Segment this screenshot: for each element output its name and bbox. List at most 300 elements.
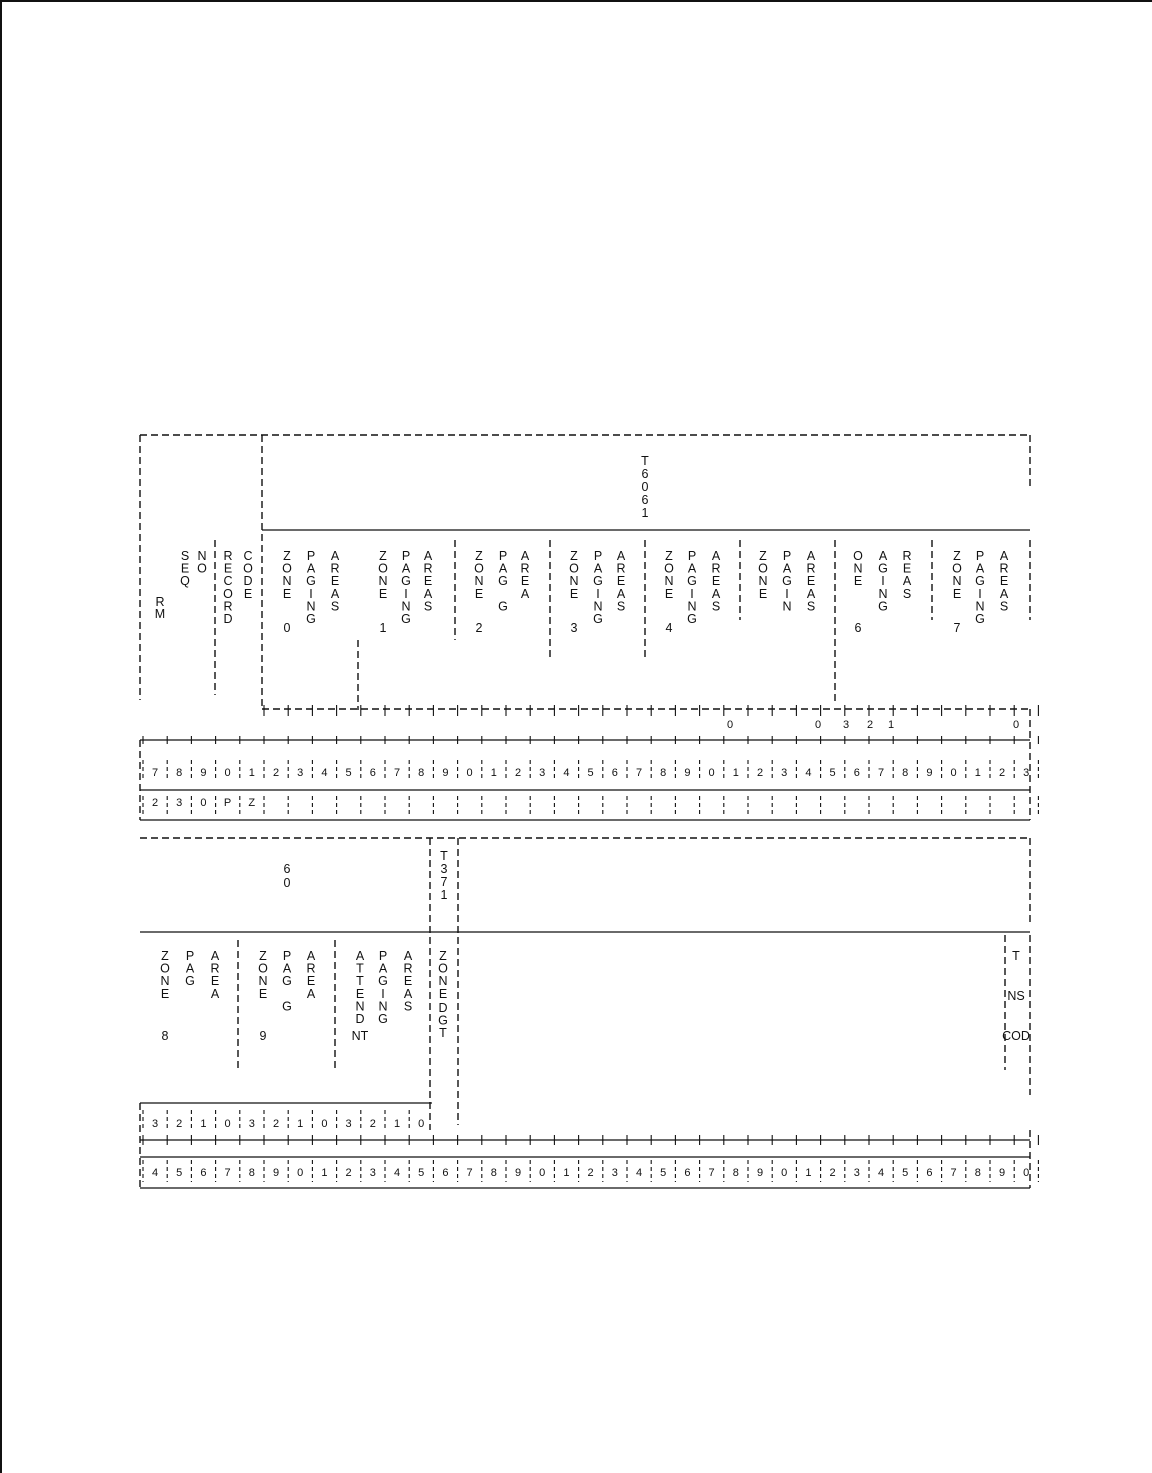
position-number: 0 bbox=[1023, 1167, 1030, 1179]
bottom-form-frame bbox=[140, 838, 1030, 1130]
bit-label: 0 bbox=[418, 1118, 425, 1130]
column-header-z2-zone: Z bbox=[475, 549, 483, 563]
position-number: 3 bbox=[781, 767, 788, 779]
position-number: 6 bbox=[369, 767, 376, 779]
column-header-z9-paging: A bbox=[282, 961, 292, 976]
position-number: 6 bbox=[853, 767, 860, 779]
column-header-z2-paging: P bbox=[498, 549, 508, 563]
column-header-z6-areas: R bbox=[902, 549, 912, 563]
column-header-seq: Q bbox=[180, 574, 190, 589]
column-header-z2-paging: G bbox=[498, 599, 508, 614]
bottom-mid-code-char: 3 bbox=[440, 862, 448, 876]
column-header-z2-areas: A bbox=[520, 549, 530, 563]
position-number: 4 bbox=[563, 767, 570, 779]
bit-label: 0 bbox=[814, 719, 822, 731]
column-header-z5-areas: S bbox=[806, 599, 816, 614]
column-header-attend-zone: N bbox=[355, 999, 365, 1014]
column-header-no: O bbox=[197, 561, 207, 576]
bit-label: 0 bbox=[321, 1118, 328, 1130]
column-header-z7-paging: I bbox=[978, 586, 982, 601]
position-number: 3 bbox=[539, 767, 546, 779]
bit-label: 3 bbox=[151, 1118, 159, 1130]
column-header-z5-paging: I bbox=[785, 586, 789, 601]
record-value: 0 bbox=[200, 797, 207, 809]
column-header-z1-zone: N bbox=[378, 574, 388, 589]
column-header-record: E bbox=[223, 561, 233, 576]
column-header-z7-areas: A bbox=[999, 586, 1009, 601]
column-header-z0-paging: A bbox=[306, 561, 316, 576]
column-header-z5-paging: G bbox=[782, 574, 792, 589]
position-number: 7 bbox=[466, 1167, 473, 1179]
column-header-z5-areas: R bbox=[806, 561, 816, 576]
column-header-z9-areas: A bbox=[306, 986, 316, 1001]
column-header-z1-zone: O bbox=[378, 561, 388, 576]
position-number: 1 bbox=[248, 767, 255, 779]
column-header-z0-areas: E bbox=[330, 574, 340, 589]
bit-label: 0 bbox=[224, 1118, 231, 1130]
column-header-z2-zone: O bbox=[474, 561, 484, 576]
column-header-z7-paging: G bbox=[975, 612, 985, 626]
column-header-z2-paging: A bbox=[498, 561, 508, 576]
top-title-code-char: 6 bbox=[641, 493, 649, 507]
position-number: 2 bbox=[514, 767, 522, 779]
column-header-z3-areas: A bbox=[616, 586, 626, 601]
column-header-z6-zone: O bbox=[853, 549, 863, 563]
bit-label: 3 bbox=[842, 719, 850, 731]
column-header-z8-zone: Z bbox=[161, 949, 169, 963]
column-header-record: R bbox=[223, 599, 233, 614]
column-header-z2-areas: E bbox=[520, 574, 530, 589]
position-number: 5 bbox=[660, 1167, 667, 1179]
column-header-attend-number: NT bbox=[351, 1029, 369, 1043]
record-value: 2 bbox=[151, 797, 159, 809]
position-number: 9 bbox=[442, 767, 449, 779]
column-header-attend-areas: E bbox=[403, 974, 413, 989]
column-header-z7-zone: Z bbox=[953, 549, 961, 563]
top-title-code-char: 6 bbox=[641, 467, 649, 481]
position-number: 9 bbox=[200, 767, 207, 779]
top-title-code-char: T bbox=[641, 454, 649, 468]
position-number: 2 bbox=[345, 1167, 352, 1179]
column-header-z8-paging: P bbox=[185, 949, 195, 963]
column-header-z4-zone: N bbox=[664, 574, 674, 589]
position-number: 9 bbox=[756, 1167, 764, 1179]
column-header-z0-areas: A bbox=[330, 586, 340, 601]
position-number: 3 bbox=[853, 1167, 860, 1179]
column-header-z5-paging: N bbox=[782, 599, 792, 614]
column-header-z3-areas: R bbox=[616, 561, 626, 576]
column-header-tns-ns: NS bbox=[1007, 989, 1025, 1003]
column-header-z4-paging: N bbox=[687, 599, 697, 614]
column-header-z1-areas: A bbox=[423, 549, 433, 563]
column-header-tns-cod: COD bbox=[1002, 1029, 1030, 1043]
column-header-attend-zone: E bbox=[355, 986, 365, 1001]
column-header-z0-paging: G bbox=[306, 574, 316, 589]
column-header-z5-zone: Z bbox=[759, 549, 767, 563]
position-number: 6 bbox=[200, 1167, 207, 1179]
column-header-z3-zone: Z bbox=[570, 549, 578, 563]
column-header-attend-paging: A bbox=[378, 961, 388, 976]
top-column-headers bbox=[155, 549, 1009, 635]
column-header-attend-areas: A bbox=[403, 986, 413, 1001]
column-header-z7-paging: N bbox=[975, 599, 985, 614]
column-header-z9-zone: O bbox=[258, 961, 268, 976]
column-header-z1-paging: P bbox=[401, 549, 411, 563]
column-header-z0-areas: A bbox=[330, 549, 340, 563]
column-header-z4-areas: E bbox=[711, 574, 721, 589]
column-header-zdgt-zone: O bbox=[438, 961, 448, 976]
position-number: 5 bbox=[587, 767, 594, 779]
bit-label: 2 bbox=[176, 1118, 183, 1130]
position-number: 6 bbox=[926, 1167, 933, 1179]
position-number: 5 bbox=[418, 1167, 425, 1179]
position-number: 2 bbox=[272, 767, 280, 779]
column-header-z5-paging: P bbox=[782, 549, 792, 563]
position-number: 3 bbox=[297, 767, 304, 779]
column-header-tns-t: T bbox=[1012, 949, 1020, 963]
column-header-z6-paging: I bbox=[881, 574, 885, 589]
column-header-attend-zone: T bbox=[356, 961, 364, 976]
column-header-z0-areas: R bbox=[330, 561, 340, 576]
column-header-rm: M bbox=[154, 607, 166, 621]
column-header-z6-areas: S bbox=[902, 586, 912, 601]
position-number: 3 bbox=[611, 1167, 618, 1179]
column-header-z8-zone: E bbox=[160, 986, 170, 1001]
bit-label: 2 bbox=[866, 719, 874, 731]
position-number: 8 bbox=[490, 1167, 497, 1179]
column-header-z1-areas: R bbox=[423, 561, 433, 576]
position-number: 9 bbox=[272, 1167, 280, 1179]
column-header-attend-paging: I bbox=[381, 986, 385, 1001]
position-number: 8 bbox=[902, 767, 909, 779]
bit-label: 2 bbox=[369, 1118, 376, 1130]
column-header-z4-paging: G bbox=[687, 574, 697, 589]
column-header-z3-areas: A bbox=[616, 549, 626, 563]
position-number: 1 bbox=[490, 767, 497, 779]
position-number: 5 bbox=[176, 1167, 183, 1179]
column-header-code: C bbox=[243, 549, 253, 563]
column-header-z6-paging: N bbox=[878, 586, 888, 601]
column-header-z4-areas: R bbox=[711, 561, 721, 576]
column-header-attend-zone: D bbox=[355, 1012, 365, 1026]
column-header-z9-zone: Z bbox=[259, 949, 267, 963]
column-header-attend-paging: G bbox=[378, 1012, 388, 1026]
column-header-z4-areas: A bbox=[711, 549, 721, 563]
column-header-z9-zone: N bbox=[258, 974, 268, 989]
position-number: 9 bbox=[926, 767, 933, 779]
bit-label: 1 bbox=[393, 1118, 401, 1130]
column-header-z0-paging: N bbox=[306, 599, 316, 614]
column-header-z1-paging: G bbox=[401, 612, 411, 626]
column-header-z3-areas: E bbox=[616, 574, 626, 589]
column-header-attend-zone: A bbox=[355, 949, 365, 963]
column-header-z4-zone: O bbox=[664, 561, 674, 576]
column-header-z1-paging: N bbox=[401, 599, 411, 614]
bottom-column-headers bbox=[160, 949, 1030, 1043]
bit-label: 1 bbox=[200, 1118, 207, 1130]
column-header-z6-zone: E bbox=[853, 574, 863, 589]
column-header-z4-paging: A bbox=[687, 561, 697, 576]
position-number: 8 bbox=[418, 767, 425, 779]
column-header-z9-number: 9 bbox=[259, 1029, 267, 1043]
position-number: 0 bbox=[950, 767, 957, 779]
column-header-z4-paging: I bbox=[690, 586, 694, 601]
bottom-left-code-char: 6 bbox=[283, 862, 291, 876]
position-number: 7 bbox=[708, 1167, 715, 1179]
column-header-z2-zone: N bbox=[474, 574, 484, 589]
column-header-z0-areas: S bbox=[330, 599, 340, 614]
column-header-z0-zone: O bbox=[282, 561, 292, 576]
position-number: 5 bbox=[902, 1167, 909, 1179]
column-header-attend-areas: S bbox=[403, 999, 413, 1014]
column-header-z1-areas: S bbox=[423, 599, 433, 614]
column-header-z5-paging: A bbox=[782, 561, 792, 576]
column-header-rm: R bbox=[155, 595, 165, 609]
column-header-z2-zone: E bbox=[474, 586, 484, 601]
column-header-zdgt-dgt: T bbox=[439, 1026, 447, 1041]
column-header-z0-zone: Z bbox=[283, 549, 291, 563]
column-header-z4-zone: E bbox=[664, 586, 674, 601]
position-number: 7 bbox=[877, 767, 885, 779]
column-header-z8-areas: R bbox=[210, 961, 220, 976]
position-number: 3 bbox=[1023, 767, 1030, 779]
column-header-z3-paging: G bbox=[593, 612, 603, 626]
position-number: 2 bbox=[587, 1167, 594, 1179]
column-header-z8-paging: A bbox=[185, 961, 195, 976]
column-header-attend-areas: A bbox=[403, 949, 413, 963]
column-header-z9-areas: E bbox=[306, 974, 316, 989]
position-number: 5 bbox=[345, 767, 352, 779]
column-header-record: O bbox=[223, 586, 233, 601]
column-header-z1-zone: Z bbox=[379, 549, 387, 563]
column-header-seq: S bbox=[180, 549, 190, 563]
column-header-attend-paging: N bbox=[378, 999, 388, 1014]
bit-label: 2 bbox=[272, 1118, 280, 1130]
column-header-z8-areas: E bbox=[210, 974, 220, 989]
column-header-z7-zone: E bbox=[952, 586, 962, 601]
top-form-frame bbox=[140, 435, 1030, 710]
position-number: 5 bbox=[829, 767, 836, 779]
column-header-z5-areas: A bbox=[806, 586, 816, 601]
column-header-z7-zone: N bbox=[952, 574, 962, 589]
column-header-z7-paging: A bbox=[975, 561, 985, 576]
column-header-z3-paging: I bbox=[596, 586, 600, 601]
column-header-z8-areas: A bbox=[210, 949, 220, 963]
column-header-z2-number: 2 bbox=[475, 621, 483, 635]
column-header-z9-areas: R bbox=[306, 961, 316, 976]
position-number: 4 bbox=[805, 767, 812, 779]
column-header-record: D bbox=[223, 612, 233, 626]
column-header-z2-paging: G bbox=[498, 574, 508, 589]
column-header-zdgt-zone: E bbox=[438, 986, 448, 1001]
column-header-z3-number: 3 bbox=[570, 621, 578, 635]
column-header-z9-areas: A bbox=[306, 949, 316, 963]
column-header-z3-zone: O bbox=[569, 561, 579, 576]
column-header-z8-number: 8 bbox=[161, 1029, 169, 1043]
bottom-left-code-char: 0 bbox=[283, 876, 291, 890]
column-header-z1-paging: I bbox=[404, 586, 408, 601]
column-header-z2-areas: A bbox=[520, 586, 530, 601]
column-header-z8-zone: O bbox=[160, 961, 170, 976]
column-header-code: D bbox=[243, 574, 253, 589]
bottom-position-grid bbox=[140, 1103, 1038, 1188]
column-header-attend-areas: R bbox=[403, 961, 413, 976]
bottom-mid-code-char: 1 bbox=[440, 888, 448, 902]
position-number: 7 bbox=[950, 1167, 957, 1179]
column-header-zdgt-dgt: D bbox=[438, 1001, 448, 1015]
position-number: 1 bbox=[974, 767, 981, 779]
position-number: 6 bbox=[684, 1167, 691, 1179]
column-header-z0-number: 0 bbox=[283, 621, 291, 635]
top-title-code-char: 1 bbox=[641, 506, 649, 520]
position-number: 9 bbox=[514, 1167, 522, 1179]
column-header-code: O bbox=[243, 561, 253, 576]
column-header-z4-zone: Z bbox=[665, 549, 673, 563]
position-number: 0 bbox=[539, 1167, 546, 1179]
column-header-z3-areas: S bbox=[616, 599, 626, 614]
column-header-z4-paging: G bbox=[687, 612, 697, 626]
column-header-attend-paging: G bbox=[378, 974, 388, 989]
bottom-mid-code-char: 7 bbox=[440, 875, 448, 889]
column-header-z1-areas: A bbox=[423, 586, 433, 601]
position-number: 1 bbox=[563, 1167, 570, 1179]
bit-label: 3 bbox=[345, 1118, 352, 1130]
column-header-z3-zone: E bbox=[569, 586, 579, 601]
position-number: 1 bbox=[732, 767, 739, 779]
column-header-z6-paging: G bbox=[878, 599, 888, 614]
position-number: 8 bbox=[732, 1167, 739, 1179]
bottom-mid-code-char: T bbox=[440, 849, 448, 863]
column-header-no: N bbox=[197, 549, 207, 563]
position-number: 0 bbox=[781, 1167, 788, 1179]
column-header-z3-paging: A bbox=[593, 561, 603, 576]
position-number: 4 bbox=[393, 1167, 401, 1179]
column-header-z8-areas: A bbox=[210, 986, 220, 1001]
column-header-z8-zone: N bbox=[160, 974, 170, 989]
position-number: 8 bbox=[176, 767, 183, 779]
column-header-attend-paging: P bbox=[378, 949, 388, 963]
column-header-z7-paging: P bbox=[975, 549, 985, 563]
column-header-z5-areas: E bbox=[806, 574, 816, 589]
position-number: 1 bbox=[805, 1167, 812, 1179]
column-header-z0-paging: G bbox=[306, 612, 316, 626]
position-number: 0 bbox=[224, 767, 231, 779]
column-header-z3-paging: G bbox=[593, 574, 603, 589]
position-number: 1 bbox=[321, 1167, 328, 1179]
position-number: 7 bbox=[635, 767, 643, 779]
position-number: 9 bbox=[998, 1167, 1006, 1179]
column-header-z0-paging: P bbox=[306, 549, 316, 563]
column-header-z7-areas: S bbox=[999, 599, 1009, 614]
column-header-z6-areas: A bbox=[902, 574, 912, 589]
column-header-z2-areas: R bbox=[520, 561, 530, 576]
column-header-z4-areas: A bbox=[711, 586, 721, 601]
record-value: P bbox=[223, 797, 232, 809]
column-header-z9-paging: G bbox=[282, 974, 292, 989]
column-header-record: R bbox=[223, 549, 233, 563]
position-number: 4 bbox=[321, 767, 328, 779]
position-number: 0 bbox=[466, 767, 473, 779]
column-header-z5-zone: O bbox=[758, 561, 768, 576]
position-number: 7 bbox=[151, 767, 159, 779]
column-header-zdgt-zone: Z bbox=[439, 949, 447, 963]
position-number: 7 bbox=[393, 767, 401, 779]
column-header-z5-areas: A bbox=[806, 549, 816, 563]
position-number: 2 bbox=[829, 1167, 836, 1179]
column-header-code: E bbox=[243, 586, 253, 601]
position-number: 8 bbox=[974, 1167, 981, 1179]
position-number: 7 bbox=[224, 1167, 231, 1179]
column-header-z6-zone: N bbox=[853, 561, 863, 576]
column-header-z6-paging: A bbox=[878, 549, 888, 563]
column-header-z0-zone: E bbox=[282, 586, 292, 601]
position-number: 6 bbox=[442, 1167, 449, 1179]
record-value: Z bbox=[248, 797, 256, 809]
position-number: 4 bbox=[877, 1167, 885, 1179]
position-number: 4 bbox=[151, 1167, 159, 1179]
column-header-z5-zone: E bbox=[758, 586, 768, 601]
column-header-z8-paging: G bbox=[185, 974, 195, 989]
record-value: 3 bbox=[176, 797, 183, 809]
position-number: 8 bbox=[248, 1167, 255, 1179]
position-number: 3 bbox=[369, 1167, 376, 1179]
bit-label: 3 bbox=[248, 1118, 255, 1130]
position-number: 0 bbox=[297, 1167, 304, 1179]
column-header-z3-paging: N bbox=[593, 599, 603, 614]
top-title-code-char: 0 bbox=[641, 480, 649, 494]
column-header-z1-number: 1 bbox=[379, 621, 387, 635]
top-position-grid bbox=[140, 705, 1038, 820]
bit-label: 1 bbox=[887, 719, 895, 731]
position-number: 6 bbox=[611, 767, 618, 779]
column-header-z7-zone: O bbox=[952, 561, 962, 576]
column-header-z7-number: 7 bbox=[953, 621, 961, 635]
column-header-z7-paging: G bbox=[975, 574, 985, 589]
column-header-z4-paging: P bbox=[687, 549, 697, 563]
column-header-z7-areas: R bbox=[999, 561, 1009, 576]
position-number: 4 bbox=[635, 1167, 643, 1179]
column-header-z6-paging: G bbox=[878, 561, 888, 576]
column-header-z5-zone: N bbox=[758, 574, 768, 589]
column-header-z9-paging: P bbox=[282, 949, 292, 963]
column-header-attend-zone: T bbox=[356, 974, 364, 989]
column-header-record: C bbox=[223, 574, 233, 589]
column-header-z3-zone: N bbox=[569, 574, 579, 589]
position-number: 9 bbox=[684, 767, 691, 779]
column-header-z7-areas: E bbox=[999, 574, 1009, 589]
column-header-z9-zone: E bbox=[258, 986, 268, 1001]
column-header-z3-paging: P bbox=[593, 549, 603, 563]
column-header-z0-zone: N bbox=[282, 574, 292, 589]
bit-label: 0 bbox=[1012, 719, 1020, 731]
column-header-z1-paging: A bbox=[401, 561, 411, 576]
column-header-zdgt-dgt: G bbox=[438, 1013, 448, 1028]
position-number: 0 bbox=[708, 767, 715, 779]
column-header-z1-paging: G bbox=[401, 574, 411, 589]
column-header-z9-paging: G bbox=[282, 999, 292, 1014]
column-header-z0-paging: I bbox=[309, 586, 313, 601]
bit-label: 1 bbox=[297, 1118, 304, 1130]
column-header-seq: E bbox=[180, 561, 190, 576]
column-header-zdgt-zone: N bbox=[438, 974, 448, 989]
column-header-z7-areas: A bbox=[999, 549, 1009, 563]
position-number: 2 bbox=[756, 767, 764, 779]
column-header-z4-number: 4 bbox=[665, 621, 673, 635]
column-header-z6-areas: E bbox=[902, 561, 912, 576]
column-header-z1-zone: E bbox=[378, 586, 388, 601]
column-header-z1-areas: E bbox=[423, 574, 433, 589]
column-header-z6-number: 6 bbox=[854, 621, 862, 635]
